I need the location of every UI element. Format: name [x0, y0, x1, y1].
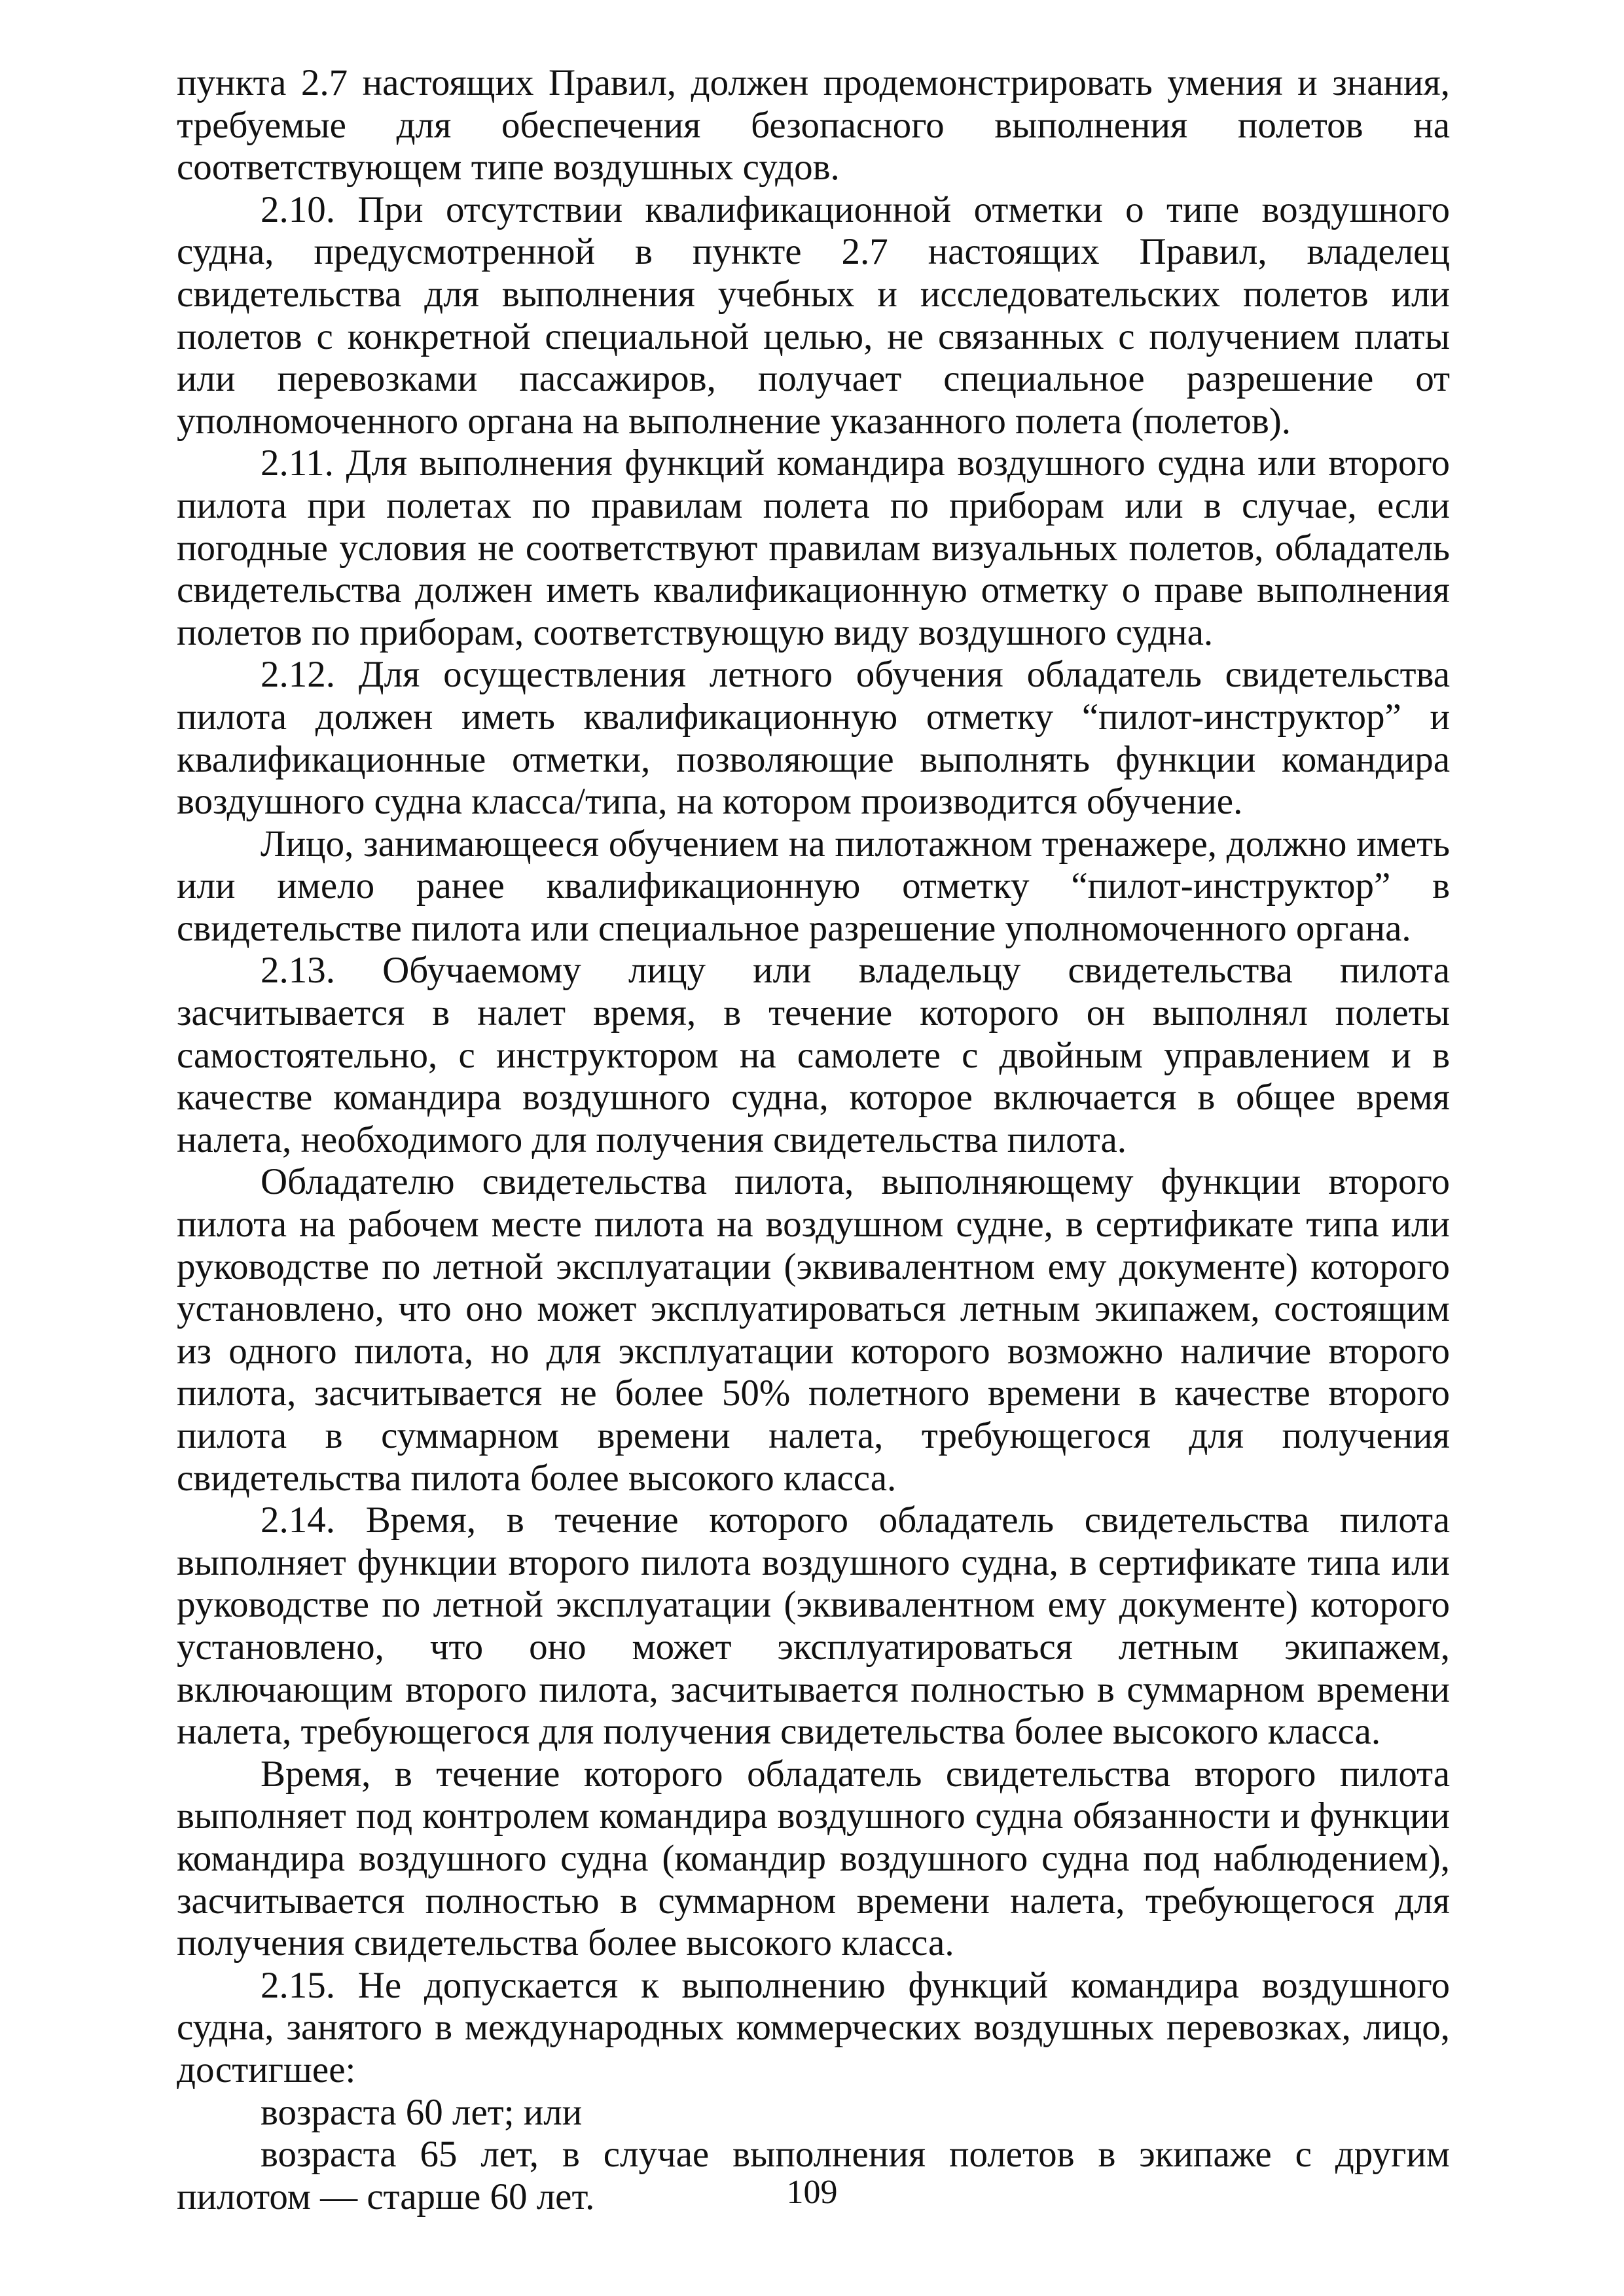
paragraph-2-14-supervised: Время, в течение которого обладатель свидетельства второго пилота выполняет под контролем командира воздушного судна обязанности и функции командира воздушного судна (командир воздушного судна под наблюдением), засчитывается полностью в суммарном времени налета, требующегося для получения свидетельства более высокого класса.	[177, 1753, 1450, 1964]
paragraph-2-13-second-pilot: Обладателю свидетельства пилота, выполняющему функции второго пилота на рабочем месте пилота на воздушном судне, в сертификате типа или руководстве по летной эксплуатации (эквивалентном ему документе) которого установлено, что оно может эксплуатироваться летным экипажем, состоящим из одного пилота, но для эксплуатации которого возможно наличие второго пилота, засчитывается не более 50% полетного времени в качестве второго пилота в суммарном времени налета, требующегося для получения свидетельства пилота более высокого класса.	[177, 1161, 1450, 1499]
paragraph-2-13: 2.13. Обучаемому лицу или владельцу свидетельства пилота засчитывается в налет время, в течение которого он выполнял полеты самостоятельно, с инструктором на самолете с двойным управлением и в качестве командира воздушного судна, которое включается в общее время налета, необходимого для получения свидетельства пилота.	[177, 950, 1450, 1160]
paragraph-2-14: 2.14. Время, в течение которого обладатель свидетельства пилота выполняет функции второго пилота воздушного судна, в сертификате типа или руководстве по летной эксплуатации (эквивалентном ему документе) которого установлено, что оно может эксплуатироваться летным экипажем, включающим второго пилота, засчитывается полностью в суммарном времени налета, требующегося для получения свидетельства более высокого класса.	[177, 1499, 1450, 1753]
paragraph-2-12-instructor: Лицо, занимающееся обучением на пилотажном тренажере, должно иметь или имело ранее квалификационную отметку “пилот-инструктор” в свидетельстве пилота или специальное разрешение уполномоченного органа.	[177, 823, 1450, 949]
paragraph-2-15: 2.15. Не допускается к выполнению функций командира воздушного судна, занятого в международных коммерческих воздушных перевозках, лицо, достигшее:	[177, 1964, 1450, 2090]
paragraph-2-10: 2.10. При отсутствии квалификационной отметки о типе воздушного судна, предусмотренной в пункте 2.7 настоящих Правил, владелец свидетельства для выполнения учебных и исследовательских полетов или полетов с конкретной специальной целью, не связанных с получением платы или перевозками пассажиров, получает специальное разрешение от уполномоченного органа на выполнение указанного полета (полетов).	[177, 188, 1450, 442]
paragraph-2-12: 2.12. Для осуществления летного обучения обладатель свидетельства пилота должен иметь квалификационную отметку “пилот-инструктор” и квалификационные отметки, позволяющие выполнять функции командира воздушного судна класса/типа, на котором производится обучение.	[177, 654, 1450, 823]
paragraph-2-15-age-65: возраста 65 лет, в случае выполнения полетов в экипаже с другим пилотом — старше 60 лет.	[177, 2134, 1450, 2217]
page-number: 109	[786, 2174, 838, 2211]
page-body	[177, 62, 1450, 2218]
paragraph-2-15-age-60: возраста 60 лет; или	[261, 2091, 583, 2133]
paragraph-continuation: пункта 2.7 настоящих Правил, должен продемонстрировать умения и знания, требуемые для обеспечения безопасного выполнения полетов на соответствующем типе воздушных судов.	[177, 62, 1450, 188]
paragraph-2-11: 2.11. Для выполнения функций командира воздушного судна или второго пилота при полетах по правилам полета по приборам или в случае, если погодные условия не соответствуют правилам визуальных полетов, обладатель свидетельства должен иметь квалификационную отметку о праве выполнения полетов по приборам, соответствующую виду воздушного судна.	[177, 442, 1450, 653]
